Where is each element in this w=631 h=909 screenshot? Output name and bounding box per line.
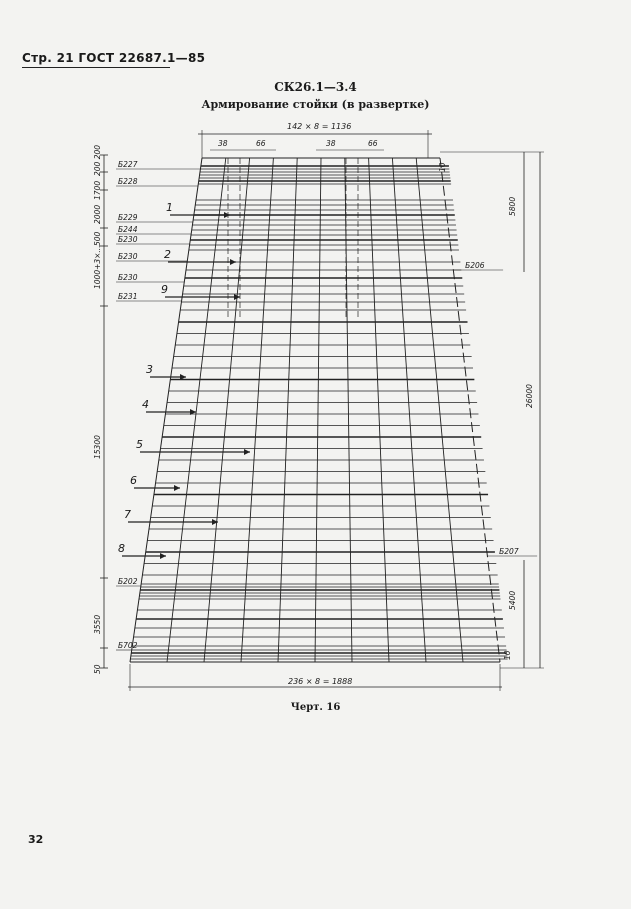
- arrow-icon: [174, 485, 180, 491]
- drawing-frame: [130, 158, 500, 662]
- bar-number: 2: [164, 248, 171, 261]
- left-dimension-label: 3550: [93, 614, 102, 634]
- bar-number: 1: [166, 201, 173, 214]
- bar-number: 5: [136, 438, 143, 451]
- bar-number: 9: [161, 283, 168, 296]
- arrow-icon: [230, 259, 236, 265]
- page-header: Стр. 21 ГОСТ 22687.1—85: [22, 51, 206, 65]
- longitudinal-bar: [416, 158, 463, 662]
- left-dimension-label: 1700: [93, 180, 102, 200]
- left-dimension-label: 200 200: [93, 144, 102, 176]
- right-dimension-label: 10: [503, 650, 512, 660]
- sub-dimension-label: 38: [326, 139, 336, 148]
- bar-mark-label: Б231: [118, 292, 138, 301]
- bar-number: 3: [146, 363, 153, 376]
- left-dimension-label: 50: [93, 664, 102, 674]
- figure-caption: Черт. 16: [290, 702, 341, 713]
- right-dimension-label: 10: [438, 162, 447, 172]
- longitudinal-bar: [315, 158, 321, 662]
- right-dimension-label: 5800: [508, 196, 517, 216]
- longitudinal-bar: [278, 158, 297, 662]
- arrow-icon: [244, 449, 250, 455]
- page-number: 32: [28, 833, 44, 846]
- bar-number: 8: [118, 542, 125, 555]
- drawing-title: Армирование стойки (в развертке): [201, 98, 430, 111]
- drawing-annotations: [93, 122, 544, 691]
- longitudinal-bar: [167, 158, 226, 662]
- longitudinal-bar: [392, 158, 426, 662]
- bottom-dimension-label: 236 × 8 = 1888: [288, 677, 353, 686]
- top-dimension-label: 142 × 8 = 1136: [287, 122, 352, 131]
- bar-mark-label: Б230: [118, 273, 138, 282]
- left-dimension-label: 500: [93, 231, 102, 246]
- bar-mark-label: Б230: [118, 252, 138, 261]
- bar-mark-label: Б230: [118, 235, 138, 244]
- bar-mark-label: Б202: [118, 577, 138, 586]
- longitudinal-bar: [369, 158, 389, 662]
- right-dimension-label: 26000: [525, 384, 534, 408]
- left-dimension-label: 2000: [93, 204, 102, 224]
- drawing-code: СК26.1—3.4: [274, 80, 357, 94]
- longitudinal-bar: [241, 158, 273, 662]
- bar-mark-label: Б207: [499, 547, 519, 556]
- bar-mark-label: Б228: [118, 177, 138, 186]
- bar-mark-label: Б229: [118, 213, 138, 222]
- arrow-icon: [160, 553, 166, 559]
- bar-number: 6: [130, 474, 137, 487]
- right-dimension-label: 5400: [508, 590, 517, 610]
- outline-right: [440, 158, 500, 662]
- arrow-icon: [224, 212, 230, 218]
- left-dimension-label: 1000+3×...: [93, 245, 102, 289]
- bar-mark-label: Б227: [118, 160, 138, 169]
- bar-number: 7: [124, 508, 131, 521]
- longitudinal-bar: [204, 158, 250, 662]
- reinforcement-grid: [130, 158, 507, 662]
- bar-number: 4: [142, 398, 149, 411]
- bar-mark-label: Б244: [118, 225, 138, 234]
- bar-mark-label: Б206: [465, 261, 485, 270]
- left-dimension-label: 15300: [93, 435, 102, 459]
- sub-dimension-label: 66: [368, 139, 378, 148]
- bar-mark-label: Б702: [118, 641, 138, 650]
- sub-dimension-label: 66: [256, 139, 266, 148]
- sub-dimension-label: 38: [218, 139, 228, 148]
